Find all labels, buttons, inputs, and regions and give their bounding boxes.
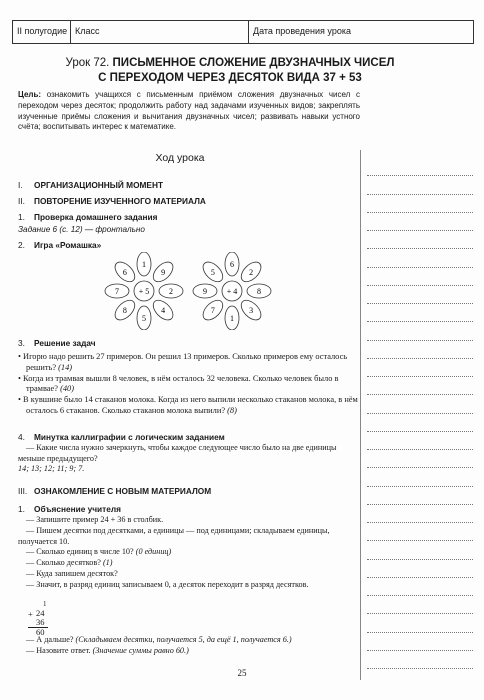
section-2-title: ПОВТОРЕНИЕ ИЗУЧЕННОГО МАТЕРИАЛА (34, 196, 206, 206)
notes-line (367, 359, 473, 377)
notes-line (367, 450, 473, 468)
notes-line (367, 614, 473, 632)
explanation-line-7 (18, 635, 358, 646)
notes-line (367, 395, 473, 413)
flower-game-illustration (100, 252, 290, 330)
notes-line (367, 432, 473, 450)
lesson-goal (18, 90, 360, 133)
petal-number: 1 (230, 314, 234, 323)
petal-number: 3 (249, 306, 254, 316)
task-answer: (8) (227, 405, 237, 415)
flower-plus-5 (105, 252, 183, 330)
petal-number: 6 (230, 260, 234, 269)
petal-number: 5 (142, 314, 146, 323)
task-text: Игорю надо решить 27 примеров. Он решил 13 примеров. Сколько примеров ему осталось решить? (23, 352, 348, 372)
lesson-prefix: Урок 72. (65, 57, 110, 69)
lesson-flow-heading: Ход урока (155, 152, 205, 164)
task-item: • Игорю надо решить 27 примеров. Он решил 13 примеров. Сколько примеров ему осталось решить? (14) (18, 352, 348, 372)
section-3-heading (18, 486, 211, 496)
question-units: — Сколько единиц в числе 10? (26, 547, 134, 556)
section-2-number: II. (18, 196, 25, 206)
explanation-line-8 (18, 646, 189, 657)
task-item: • В кувшине было 14 стаканов молока. Когда из него выпили несколько стаканов молока, в нём осталось 6 стаканов. Сколько стаканов молока выпили? (8) (18, 395, 358, 415)
flower-plus-4 (193, 252, 271, 330)
notes-line (367, 231, 473, 249)
explanation-line-1: — Запишите пример 24 + 36 в столбик. (26, 515, 164, 524)
notes-line (367, 560, 473, 578)
petal-number: 8 (257, 287, 261, 296)
petal-number: 6 (122, 267, 127, 277)
subsection-3-1-title: Объяснение учителя (34, 504, 121, 514)
plus-sign: + (28, 609, 33, 619)
notes-line (367, 523, 473, 541)
petal-number: 4 (161, 306, 166, 316)
answer-next: (Складываем десятки, получается 5, да ещё 1, получается 6.) (75, 635, 292, 644)
notes-line (367, 268, 473, 286)
subsection-2-1-heading (18, 212, 157, 222)
explanation-line-2: — Пишем десятки под десятками, а единицы — под единицами; складываем единицы, получается 10. (18, 526, 330, 546)
margin-divider (360, 150, 361, 680)
calligraphy-sequence: 14; 13; 12; 11; 9; 7. (18, 464, 85, 473)
task-answer: (40) (60, 384, 75, 394)
notes-line (367, 414, 473, 432)
goal-label: Цель: (18, 90, 42, 99)
subsection-2-4-number: 4. (18, 432, 25, 442)
notes-line (367, 487, 473, 505)
subsection-2-3-number: 3. (18, 338, 25, 348)
notes-line (367, 286, 473, 304)
notes-line (367, 213, 473, 231)
lesson-title (60, 56, 400, 86)
subsection-2-3-title: Решение задач (34, 338, 96, 348)
calligraphy-question: — Какие числа нужно зачеркнуть, чтобы каждое следующее число было на две единицы меньше предыдущего? (18, 443, 337, 463)
answer-sum: (Значение суммы равно 60.) (92, 646, 189, 655)
notes-column (367, 158, 473, 669)
question-answer: — Назовите ответ. (26, 646, 91, 655)
section-1-heading (18, 180, 163, 190)
addend-2: 36 (28, 618, 48, 628)
section-3-number: III. (18, 486, 28, 496)
question-tens: — Сколько десятков? (26, 558, 101, 567)
subsection-3-1-number: 1. (18, 504, 25, 514)
notes-line (367, 377, 473, 395)
explanation-line-6: — Значит, в разряд единиц записываем 0, а десяток переходит в разряд десятков. (26, 580, 309, 589)
notes-line (367, 249, 473, 267)
petal-number: 9 (161, 267, 166, 277)
subsection-2-4-heading (18, 432, 225, 442)
flower-center-label: + 5 (138, 287, 150, 296)
goal-text: ознакомить учащихся с письменным приёмом сложения двузначных чисел с переходом через десяток; продолжить работу над задачами изученных видов; закреплять изученные приёмы сложения и вычитания двузначных чисел; развивать навыки устного счёта; воспитывать интерес к математике. (18, 90, 361, 132)
subsection-3-1-heading (18, 504, 121, 514)
task-text: В кувшине было 14 стаканов молока. Когда из него выпили несколько стаканов молока, в нём осталось 6 стаканов. Сколько стаканов молока выпили? (23, 395, 358, 415)
task-text: Когда из трамвая вышли 8 человек, в нём осталось 32 человека. Сколько человек было в трамвае? (23, 373, 339, 394)
explanation-line-5: — Куда запишем десяток? (26, 569, 118, 578)
carry-digit: 1 (43, 600, 47, 608)
notes-line (367, 322, 473, 340)
notes-line (367, 341, 473, 359)
petal-number: 7 (210, 306, 215, 316)
half-year-cell: II полугодие (13, 21, 71, 43)
petal-number: 9 (203, 287, 207, 296)
subsection-2-1-title: Проверка домашнего задания (34, 212, 158, 222)
section-1-title: ОРГАНИЗАЦИОННЫЙ МОМЕНТ (34, 180, 164, 190)
explanation-line-3 (18, 547, 171, 558)
lesson-title-line2: С ПЕРЕХОДОМ ЧЕРЕЗ ДЕСЯТОК ВИДА 37 + 53 (98, 72, 362, 84)
petal-number: 8 (122, 306, 127, 316)
section-1-number: I. (18, 180, 23, 190)
petal-number: 1 (142, 260, 146, 269)
lesson-title-line1: ПИСЬМЕННОЕ СЛОЖЕНИЕ ДВУЗНАЧНЫХ ЧИСЕЛ (112, 57, 395, 69)
notes-line (367, 578, 473, 596)
subsection-2-2-number: 2. (18, 240, 25, 250)
notes-line (367, 505, 473, 523)
class-cell: Класс (71, 21, 249, 43)
column-addition (28, 600, 68, 637)
answer-units: (0 единиц) (135, 547, 172, 556)
answer-tens: (1) (102, 558, 113, 567)
date-cell: Дата проведения урока (253, 26, 351, 36)
subsection-2-3-heading (18, 338, 96, 348)
notes-line (367, 304, 473, 322)
lesson-header-table (12, 20, 474, 44)
homework-note: Задание 6 (с. 12) — фронтально (18, 225, 145, 234)
notes-line (367, 633, 473, 651)
subsection-2-2-title: Игра «Ромашка» (34, 240, 102, 250)
notes-line (367, 596, 473, 614)
sum: 60 (36, 627, 45, 637)
flower-center-label: + 4 (226, 287, 238, 296)
subsection-2-1-number: 1. (18, 212, 25, 222)
explanation-line-4 (18, 558, 113, 569)
question-next: — А дальше? (26, 635, 74, 644)
notes-line (367, 158, 473, 176)
task-list (18, 352, 358, 417)
task-item: • Когда из трамвая вышли 8 человек, в нём осталось 32 человека. Сколько человек было в трамвае? (40) (18, 373, 339, 394)
petal-number: 7 (115, 287, 119, 296)
section-2-heading (18, 196, 206, 206)
page-number: 25 (237, 668, 247, 678)
notes-line (367, 176, 473, 194)
petal-number: 2 (169, 287, 173, 296)
section-3-title: ОЗНАКОМЛЕНИЕ С НОВЫМ МАТЕРИАЛОМ (34, 486, 212, 496)
subsection-2-4-title: Минутка каллиграфии с логическим заданием (34, 432, 225, 442)
notes-line (367, 541, 473, 559)
petal-number: 2 (249, 267, 254, 277)
task-answer: (14) (58, 362, 73, 372)
notes-line (367, 468, 473, 486)
notes-line (367, 651, 473, 669)
subsection-2-2-heading (18, 240, 101, 250)
addend-1: 24 (36, 608, 45, 618)
petal-number: 5 (210, 267, 215, 277)
notes-line (367, 195, 473, 213)
